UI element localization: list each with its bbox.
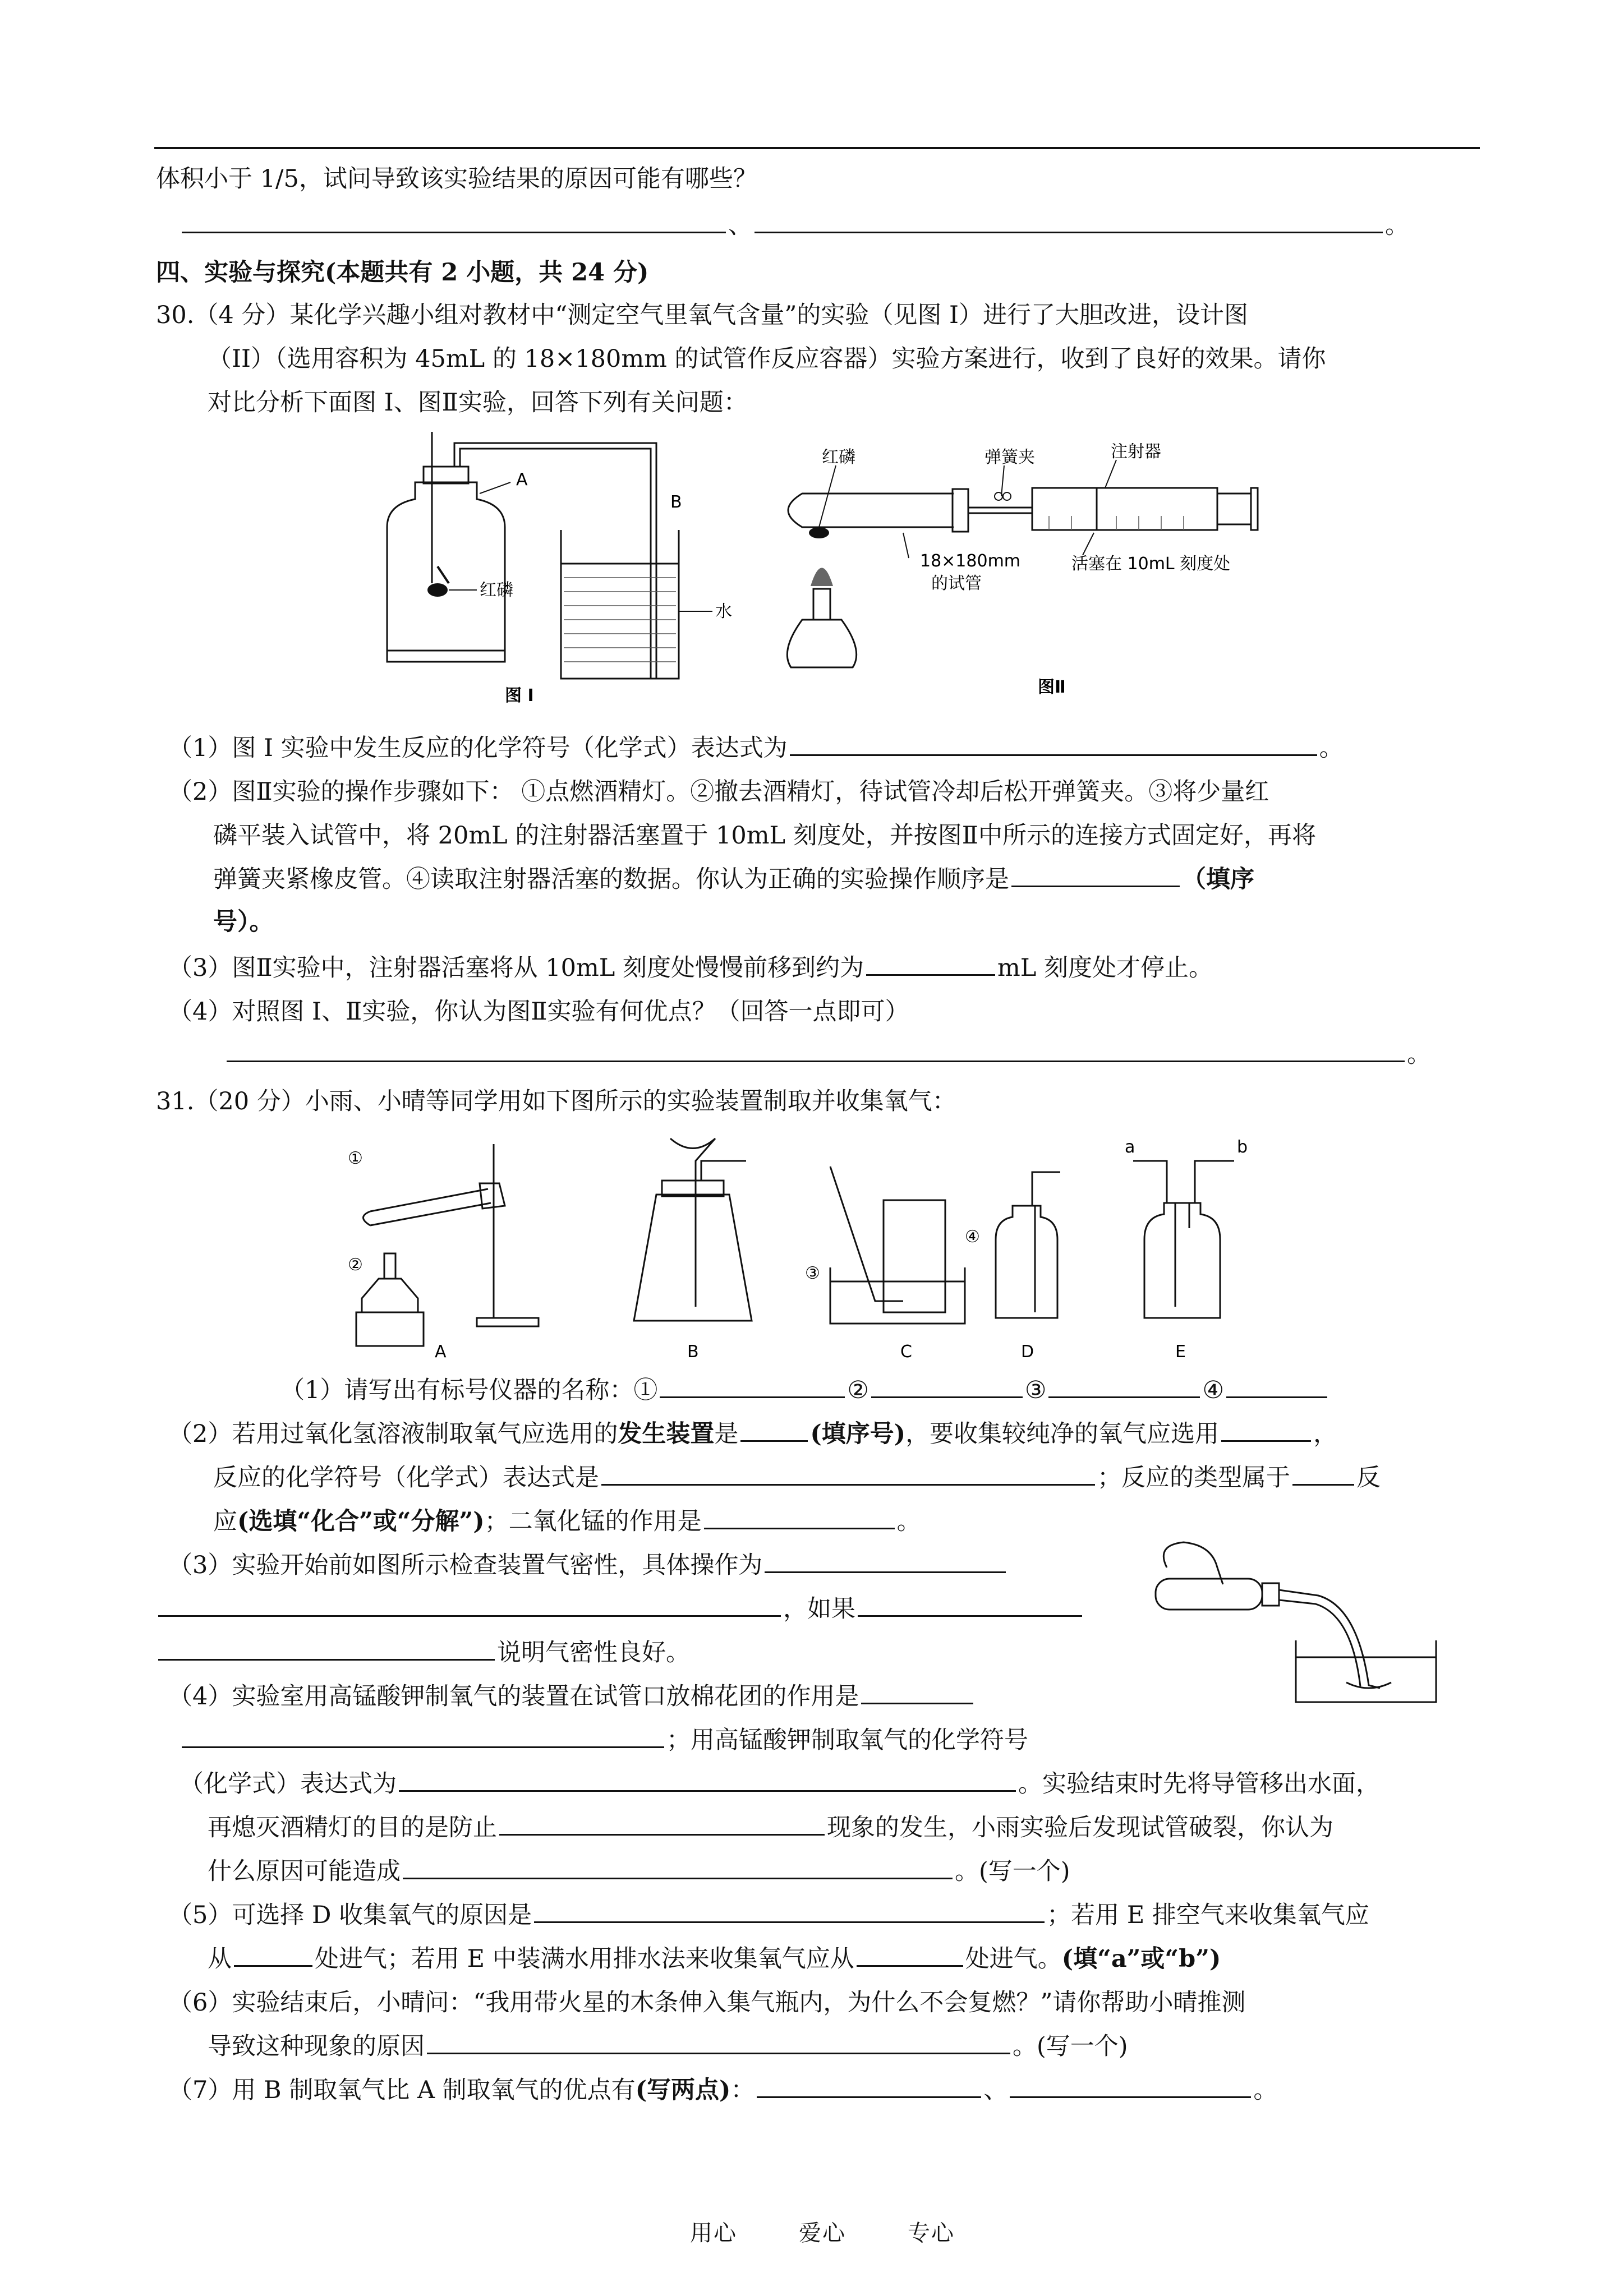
q31-3-b: ，如果 [156, 1590, 1084, 1624]
q30-3: （3）图Ⅱ实验中，注射器活塞将从 10mL 刻度处慢慢前移到约为 mL 刻度处才停止。 [168, 949, 1213, 983]
answer-blank[interactable] [601, 1459, 1095, 1486]
continued-question-text: 体积小于 1/5，试问导致该实验结果的原因可能有哪些？ [156, 165, 757, 193]
q30-intro-3: 对比分析下面图 I、图Ⅱ实验，回答下列有关问题： [208, 389, 748, 417]
q31-5-b: 从 处进气；若用 E 中装满水用排水法来收集氧气应从 处进气。(填“a”或“b”) [208, 1940, 1221, 1974]
q31-2-b: 反应的化学符号（化学式）表达式是 ；反应的类型属于 反 [213, 1459, 1381, 1493]
q31-2-c: 应(选填“化合”或“分解”)；二氧化锰的作用是 。 [213, 1502, 921, 1537]
answer-blank[interactable] [857, 1940, 963, 1967]
q30-4: （4）对照图 I、Ⅱ实验，你认为图Ⅱ实验有何优点？（回答一点即可） [168, 998, 909, 1026]
answer-blank[interactable] [403, 1853, 953, 1879]
answer-blank[interactable] [234, 1940, 312, 1967]
q31-3-a: （3）实验开始前如图所示检查装置气密性，具体操作为 [168, 1546, 1008, 1580]
q31-5-a: （5）可选择 D 收集氧气的原因是 ；若用 E 排空气来收集氧气应 [168, 1896, 1369, 1930]
label-water: 水 [715, 602, 732, 621]
q30-2-a: （2）图Ⅱ实验的操作步骤如下： ①点燃酒精灯。②撤去酒精灯，待试管冷却后松开弹簧夹。③将少量红 [168, 778, 1269, 806]
label-b: B [670, 492, 682, 512]
apparatus-d-label: D [1021, 1342, 1034, 1362]
answer-line-row: 、 。 [180, 206, 1409, 241]
answer-blank[interactable] [227, 1036, 1405, 1062]
label-a: A [516, 470, 528, 490]
answer-blank[interactable] [660, 1372, 845, 1398]
footer-word-3: 专心 [908, 2220, 955, 2246]
answer-blank[interactable] [1221, 1416, 1311, 1442]
label-red-phosphorus-2: 红磷 [822, 448, 855, 467]
figure-1 [376, 432, 757, 712]
q31-4-d: 再熄灭酒精灯的目的是防止 现象的发生，小雨实验后发现试管破裂，你认为 [208, 1809, 1333, 1843]
apparatus-b-label: B [687, 1342, 699, 1362]
label-syringe: 注射器 [1111, 443, 1161, 462]
q30-2-d: 号）。 [213, 908, 274, 936]
answer-blank[interactable] [757, 2072, 981, 2098]
figure-2-caption: 图Ⅱ [1038, 677, 1066, 697]
answer-blank[interactable] [858, 1590, 1082, 1617]
marker-3: ③ [805, 1264, 820, 1283]
q31-intro: 31.（20 分）小雨、小晴等同学用如下图所示的实验装置制取并收集氧气： [156, 1087, 956, 1115]
figure-1-caption: 图 I [505, 686, 534, 706]
q30-intro-2: （II）（选用容积为 45mL 的 18×180mm 的试管作反应容器）实验方案进行，收到了良好的效果。请你 [208, 345, 1326, 373]
q31-6-a: （6）实验结束后，小晴问：“我用带火星的木条伸入集气瓶内，为什么不会复燃？”请你帮助小晴推测 [168, 1989, 1246, 2017]
q31-4-b: ；用高锰酸钾制取氧气的化学符号 [180, 1721, 1028, 1755]
marker-1: ① [348, 1149, 363, 1168]
label-tube: 的试管 [931, 574, 982, 593]
answer-blank[interactable] [740, 1416, 808, 1442]
q31-4-e: 什么原因可能造成 。(写一个) [208, 1852, 1070, 1887]
figure-2 [769, 443, 1273, 707]
answer-blank[interactable] [399, 1765, 1016, 1792]
apparatus-figure [337, 1127, 1402, 1363]
q31-4-c: （化学式）表达式为 。实验结束时先将导管移出水面， [180, 1765, 1380, 1799]
q31-6-b: 导致这种现象的原因 。(写一个) [208, 2027, 1128, 2062]
answer-blank[interactable] [427, 2028, 1010, 2054]
answer-blank[interactable] [871, 1372, 1023, 1398]
answer-blank[interactable] [704, 1503, 895, 1529]
answer-blank[interactable] [158, 1590, 781, 1617]
apparatus-c-label: C [900, 1342, 912, 1362]
q31-4-a: （4）实验室用高锰酸钾制氧气的装置在试管口放棉花团的作用是 [168, 1677, 976, 1712]
q31-3-c: 说明气密性良好。 [156, 1634, 690, 1668]
answer-blank[interactable] [182, 1722, 664, 1748]
answer-blank[interactable] [1292, 1459, 1354, 1486]
answer-blank[interactable] [158, 1634, 495, 1661]
q31-2-a: （2）若用过氧化氢溶液制取氧气应选用的发生装置是 (填序号)，要收集较纯净的氧气应选用 ， [168, 1415, 1337, 1449]
q30-4-answer: 。 [224, 1035, 1431, 1069]
label-piston: 活塞在 10mL 刻度处 [1071, 554, 1231, 574]
port-a: a [1125, 1137, 1135, 1157]
footer-word-2: 爱心 [799, 2220, 846, 2246]
page-footer [690, 2215, 1016, 2247]
answer-blank[interactable] [1226, 1372, 1327, 1398]
answer-blank[interactable] [534, 1897, 1045, 1923]
q31-1: （1）请写出有标号仪器的名称：① ② ③ ④ [280, 1371, 1329, 1405]
answer-blank[interactable] [861, 1678, 973, 1704]
answer-blank[interactable] [1048, 1372, 1200, 1398]
answer-blank[interactable] [1010, 2072, 1251, 2098]
section-title: 四、实验与探究(本题共有 2 小题，共 24 分) [156, 259, 649, 287]
label-tube-size: 18×180mm [920, 551, 1021, 571]
apparatus-a-label: A [435, 1342, 447, 1362]
answer-blank[interactable] [765, 1547, 1006, 1573]
q30-2-c: 弹簧夹紧橡皮管。④读取注射器活塞的数据。你认为正确的实验操作顺序是 （填序 [213, 860, 1254, 895]
marker-4: ④ [965, 1227, 980, 1247]
q31-7: （7）用 B 制取氧气比 A 制取氧气的优点有(写两点)： 、 。 [168, 2071, 1277, 2105]
q30-2-b: 磷平装入试管中，将 20mL 的注射器活塞置于 10mL 刻度处，并按图Ⅱ中所示的连接方式固定好，再将 [213, 822, 1316, 850]
marker-2: ② [348, 1255, 363, 1275]
label-spring-clip: 弹簧夹 [984, 448, 1035, 467]
answer-blank[interactable] [866, 949, 995, 976]
answer-blank[interactable] [790, 730, 1317, 756]
answer-blank[interactable] [755, 207, 1383, 233]
footer-word-1: 用心 [690, 2220, 737, 2246]
port-b: b [1237, 1137, 1248, 1157]
label-red-phosphorus: 红磷 [480, 580, 513, 600]
airtightness-figure [1133, 1534, 1447, 1719]
top-rule [154, 147, 1480, 149]
q30-1: （1）图 I 实验中发生反应的化学符号（化学式）表达式为 。 [168, 729, 1344, 763]
q30-intro-1: 30.（4 分）某化学兴趣小组对教材中“测定空气里氧气含量”的实验（见图 I）进行了大胆改进，设计图 [156, 301, 1249, 329]
answer-blank[interactable] [499, 1809, 825, 1836]
answer-blank[interactable] [182, 207, 726, 233]
answer-blank[interactable] [1011, 861, 1180, 887]
apparatus-e-label: E [1175, 1342, 1186, 1362]
